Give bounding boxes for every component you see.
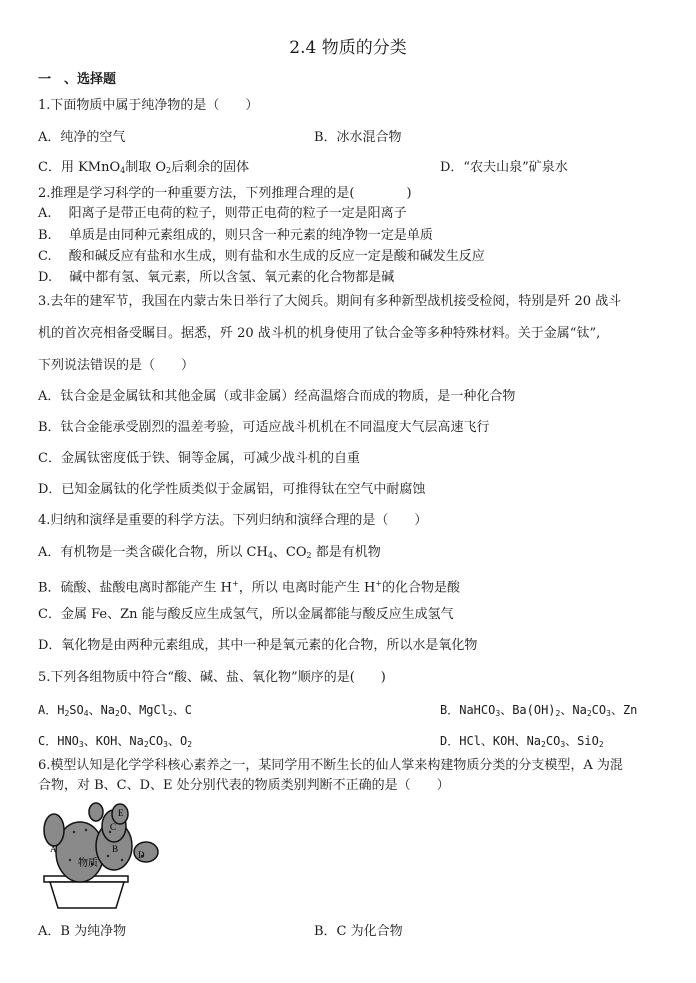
q6-option-b: B．C 为化合物 xyxy=(314,924,403,939)
q6-stem-line1: 6.模型认知是化学学科核心素养之一，某同学用不断生长的仙人掌来构建物质分类的分支模型，A 为混 xyxy=(38,758,623,773)
q2-option-c: C. 酸和碱反应有盐和水生成，则有盐和水生成的反应一定是酸和碱发生反应 xyxy=(38,249,485,264)
q5-option-b: B．NaHCO$_3$、$Ba(OH)_2$、$Na_2CO_3$、Zn xyxy=(440,703,638,718)
pot-body xyxy=(50,882,124,908)
q2-stem: 2.推理是学习科学的一种重要方法，下列推理合理的是( ) xyxy=(38,186,412,201)
q2-option-b: B. 单质是由同种元素组成的，则只含一种元素的纯净物一定是单质 xyxy=(38,228,433,243)
section-heading: 一 、选择题 xyxy=(38,72,117,87)
q1-option-a: A．纯净的空气 xyxy=(38,130,126,145)
q4-option-b: B．硫酸、盐酸电离时都能产生 H+，所以 电离时能产生 H+的化合物是酸 xyxy=(38,579,461,596)
q5-option-a: A．$H_2SO_4$、$Na_2O$、MgCl$_2$、C xyxy=(38,703,193,718)
q3-option-a: A．钛合金是金属钛和其他金属（或非金属）经高温熔合而成的物质，是一种化合物 xyxy=(38,389,516,404)
q5-option-d: D．HCl、KOH、$Na_2CO_3$、SiO$_2$ xyxy=(440,734,604,749)
q4-stem: 4.归纳和演绎是重要的科学方法。下列归纳和演绎合理的是（ ） xyxy=(38,513,428,528)
q3-stem-line3: 下列说法错误的是（ ） xyxy=(38,358,195,373)
cactus-model-figure xyxy=(36,800,168,910)
q1-option-d: D．“农夫山泉”矿泉水 xyxy=(440,160,568,175)
q6-option-a: A．B 为纯净物 xyxy=(38,924,127,939)
label-b: B xyxy=(112,844,119,854)
page-title: 2.4 物质的分类 xyxy=(289,38,407,58)
q5-option-c: C．$HNO_3$、KOH、$Na_2CO_3$、$O_2$ xyxy=(38,734,193,749)
q6-stem-line2: 合物，对 B、C、D、E 处分别代表的物质类别判断不正确的是（ ） xyxy=(38,778,450,793)
q3-option-d: D．已知金属钛的化学性质类似于金属铝，可推得钛在空气中耐腐蚀 xyxy=(38,482,426,497)
q3-stem-line1: 3.去年的建军节，我国在内蒙古朱日举行了大阅兵。期间有多种新型战机接受检阅，特别是歼 20 战斗 xyxy=(38,294,622,309)
q4-option-d: D．氧化物是由两种元素组成，其中一种是氧元素的化合物，所以水是氧化物 xyxy=(38,638,478,653)
label-d: D xyxy=(138,850,145,860)
q4-option-c: C．金属 Fe、Zn 能与酸反应生成氢气，所以金属都能与酸反应生成氢气 xyxy=(38,607,454,622)
q1-option-c: C．用 KMnO$_4$制取 $O_2$后剩余的固体 xyxy=(38,160,250,175)
pot-text: 物质 xyxy=(78,858,98,869)
q5-stem: 5.下列各组物质中符合“酸、碱、盐、氧化物”顺序的是( ) xyxy=(38,670,386,685)
label-a: A xyxy=(50,844,57,854)
cactus-segment-left xyxy=(44,814,64,846)
label-e: E xyxy=(118,808,124,818)
q3-option-b: B．钛合金能承受剧烈的温差考验，可适应战斗机机在不同温度大气层高速飞行 xyxy=(38,420,490,435)
label-c: C xyxy=(110,822,117,832)
q3-stem-line2: 机的首次亮相备受瞩目。据悉，歼 20 战斗机的机身使用了钛合金等多种特殊材料。关于金属“钛”, xyxy=(38,326,601,341)
q2-option-d: D. 碱中都有氢、氧元素，所以含氢、氧元素的化合物都是碱 xyxy=(38,270,395,285)
q3-option-c: C．金属钛密度低于铁、铜等金属，可减少战斗机的自重 xyxy=(38,451,360,466)
q1-option-b: B．冰水混合物 xyxy=(314,130,402,145)
cactus-segment-top xyxy=(89,803,103,821)
q1-stem: 1.下面物质中属于纯净物的是（ ） xyxy=(38,98,259,113)
q2-option-a: A. 阳离子是带正电荷的粒子，则带正电荷的粒子一定是阳离子 xyxy=(38,206,407,221)
q4-option-a: A．有机物是一类含碳化合物，所以 $CH_4$、$CO_2$ 都是有机物 xyxy=(38,545,381,560)
